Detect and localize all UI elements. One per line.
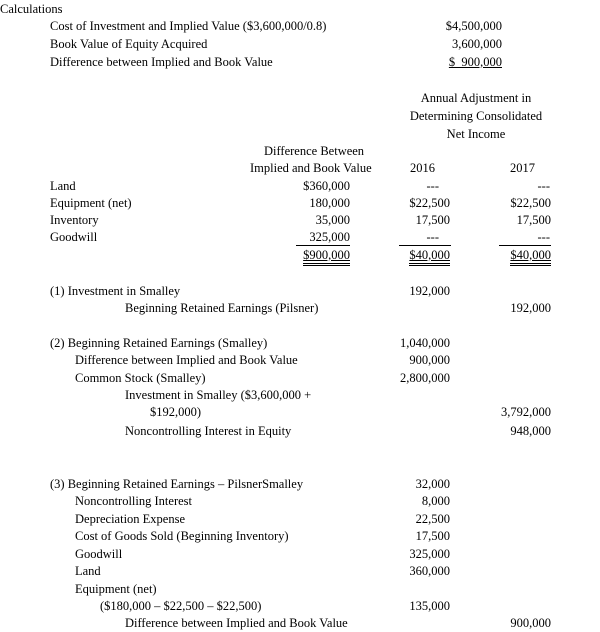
entry2-line3-value: 2,800,000 [400, 371, 450, 385]
page-title: Calculations [0, 2, 63, 16]
schedule-2017-inventory: 17,500 [516, 213, 551, 227]
entry3-line6-label: Land [75, 564, 101, 578]
entry2-line4-label-a: Investment in Smalley ($3,600,000 + [125, 388, 312, 402]
entry3-line5-value: 325,000 [409, 547, 450, 561]
entry3-line4-label: Cost of Goods Sold (Beginning Inventory) [75, 529, 289, 543]
schedule-2016-equipment: $22,500 [409, 196, 450, 210]
entry2-line3-label: Common Stock (Smalley) [75, 371, 206, 385]
diff-header-line1: Difference Between [264, 144, 365, 158]
subtotal-rule-2016 [399, 245, 451, 246]
entry2-line1-label: (2) Beginning Retained Earnings (Smalley) [50, 336, 268, 350]
entry1-debit-label: (1) Investment in Smalley [50, 284, 181, 298]
calc-value-cost: $4,500,000 [445, 19, 502, 33]
entry1-credit-label: Beginning Retained Earnings (Pilsner) [125, 301, 319, 315]
total-diff: $900,000 [303, 249, 350, 266]
entry3-line2-label: Noncontrolling Interest [75, 494, 192, 508]
year-2017: 2017 [510, 161, 535, 175]
year-2016: 2016 [410, 161, 435, 175]
schedule-diff-inventory: 35,000 [315, 213, 350, 227]
schedule-diff-equipment: 180,000 [309, 196, 350, 210]
entry2-line2-value: 900,000 [409, 353, 450, 367]
entry3-line1-label: (3) Beginning Retained Earnings – PilsnerSmalley [50, 477, 304, 491]
entry2-line4-label-b: $192,000) [150, 405, 202, 419]
adjust-header-line3: Net Income [446, 127, 506, 141]
calc-value-book: 3,600,000 [452, 37, 502, 51]
entry2-line5-label: Noncontrolling Interest in Equity [125, 424, 292, 438]
adjust-header-line2: Determining Consolidated [409, 109, 543, 123]
entry3-line7-label-b: ($180,000 – $22,500 – $22,500) [100, 599, 262, 613]
entry3-line6-value: 360,000 [409, 564, 450, 578]
entry3-line7-label-a: Equipment (net) [75, 582, 157, 596]
total-2016: $40,000 [409, 249, 450, 266]
entry3-line8-value: 900,000 [510, 616, 551, 630]
schedule-2016-land: --- [426, 179, 439, 193]
entry2-line1-value: 1,040,000 [400, 336, 450, 350]
entry3-line3-label: Depreciation Expense [75, 512, 186, 526]
schedule-2017-land: --- [537, 179, 550, 193]
entry3-line4-value: 17,500 [415, 529, 450, 543]
schedule-label-land: Land [50, 179, 76, 193]
schedule-label-equipment: Equipment (net) [50, 196, 132, 210]
calc-label-diff: Difference between Implied and Book Value [50, 55, 273, 69]
entry1-debit-value: 192,000 [409, 284, 450, 298]
schedule-label-goodwill: Goodwill [50, 230, 98, 244]
entry3-line7-value: 135,000 [409, 599, 450, 613]
entry2-line2-label: Difference between Implied and Book Value [75, 353, 298, 367]
schedule-2017-equipment: $22,500 [510, 196, 551, 210]
entry3-line1-value: 32,000 [415, 477, 450, 491]
adjust-header-line1: Annual Adjustment in [420, 91, 532, 105]
total-2017: $40,000 [510, 249, 551, 266]
entry1-credit-value: 192,000 [510, 301, 551, 315]
entry2-line5-value: 948,000 [510, 424, 551, 438]
schedule-2016-goodwill: --- [426, 230, 439, 244]
entry2-line4-value: 3,792,000 [501, 405, 551, 419]
schedule-diff-goodwill: 325,000 [309, 230, 350, 244]
calc-value-diff: $ 900,000 [448, 55, 502, 69]
diff-header-line2: Implied and Book Value [250, 161, 372, 175]
schedule-2017-goodwill: --- [537, 230, 550, 244]
schedule-label-inventory: Inventory [50, 213, 99, 227]
entry3-line3-value: 22,500 [415, 512, 450, 526]
schedule-diff-land: $360,000 [303, 179, 350, 193]
subtotal-rule-2017 [499, 245, 551, 246]
entry3-line2-value: 8,000 [421, 494, 450, 508]
schedule-2016-inventory: 17,500 [415, 213, 450, 227]
entry3-line8-label: Difference between Implied and Book Value [125, 616, 348, 630]
entry3-line5-label: Goodwill [75, 547, 123, 561]
calc-label-cost: Cost of Investment and Implied Value ($3,600,000/0.8) [50, 19, 327, 33]
subtotal-rule-diff [296, 245, 350, 246]
calc-label-book: Book Value of Equity Acquired [50, 37, 208, 51]
